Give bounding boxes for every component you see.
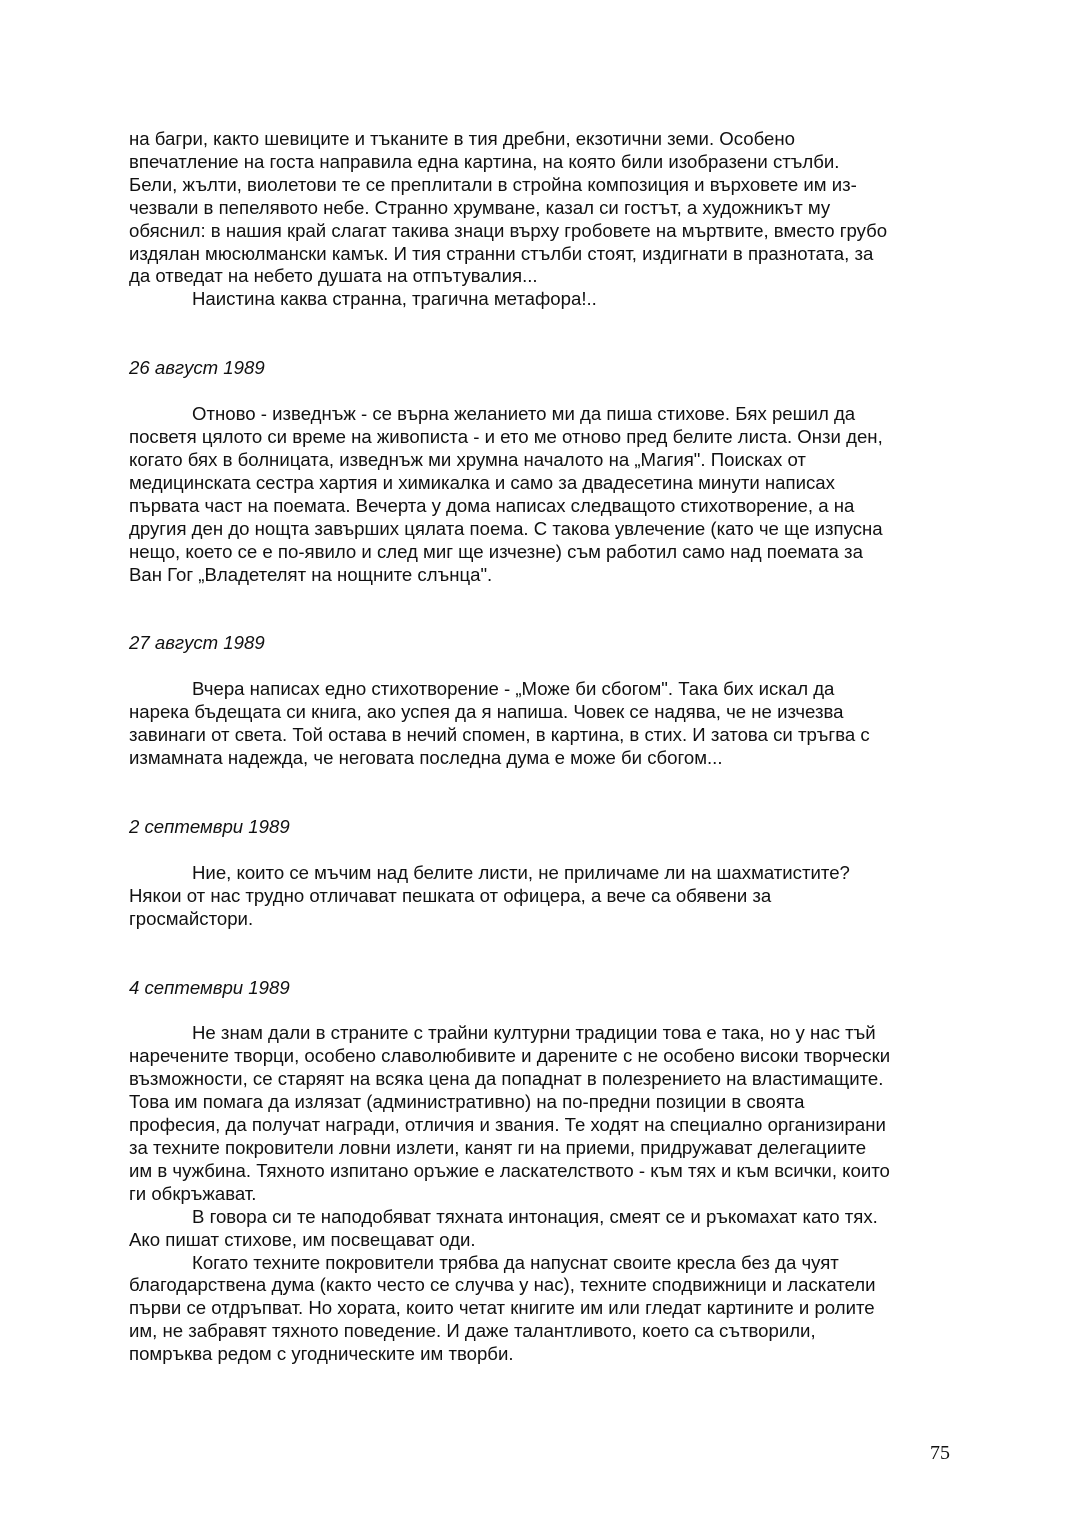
page-number: 75 xyxy=(930,1442,950,1464)
body-line: Когато техните покровители трябва да напуснат своите кресла без да чуят xyxy=(192,1251,839,1273)
body-line: Отново - изведнъж - се върна желанието ми да пиша стихове. Бях решил да xyxy=(192,403,856,425)
body-line: на багри, както шевиците и тъканите в тия дребни, екзотични земи. Особено xyxy=(129,128,795,149)
body-line: когато бях в болницата, изведнъж ми хрумна началото на „Магия". Поисках от xyxy=(129,448,806,470)
body-line: професия, да получат награди, отличия и звания. Те ходят на специално организирани xyxy=(129,1114,886,1136)
body-line: нарека бъдещата си книга, ако успея да я напиша. Човек се надява, че не изчезва xyxy=(129,701,844,723)
entry-date: 27 август 1989 xyxy=(129,632,265,654)
body-line: Вчера написах едно стихотворение - „Може би сбогом". Така бих искал да xyxy=(192,678,835,700)
body-line: първата част на поемата. Вечерта у дома написах следващото стихотворение, а на xyxy=(129,494,855,516)
body-line: Ако пишат стихове, им посвещават оди. xyxy=(129,1228,476,1250)
entry-date: 4 септември 1989 xyxy=(129,976,290,998)
body-line: измамната надежда, че неговата последна дума е може би сбогом... xyxy=(129,747,723,769)
body-line: помръква редом с угодническите им творби. xyxy=(129,1343,514,1365)
body-line: Бели, жълти, виолетови те се преплитали в стройна композиция и върховете им из- xyxy=(129,173,857,195)
entry-date: 26 август 1989 xyxy=(129,357,265,379)
body-line: Това им помага да излязат (административно) на по-предни позиции в своята xyxy=(129,1091,805,1113)
body-line: за техните покровители ловни излети, канят ги на приеми, придружават делегациите xyxy=(129,1137,867,1158)
body-line: чезвали в пепелявото небе. Странно хрумване, казал си гостът, а художникът му xyxy=(129,196,831,218)
body-line: В говора си те наподобяват тяхната интонация, смеят се и ръкомахат като тях. xyxy=(192,1205,878,1227)
body-line: посветя цялото си време на живописта - и ето ме отново пред белите листа. Онзи ден, xyxy=(129,426,883,448)
body-line: наречените творци, особено славолюбивите и дарените с не особено високи творчески xyxy=(129,1045,891,1067)
body-line: нещо, което се е по-явило и след миг ще изчезне) съм работил само над поемата за xyxy=(129,540,863,562)
entry-date: 2 септември 1989 xyxy=(129,815,290,837)
body-line: първи се отдръпват. Но хората, които четат книгите им или гледат картините и ролите xyxy=(129,1297,875,1319)
body-line: Наистина каква странна, трагична метафора!.. xyxy=(192,288,597,310)
body-line: ги обкръжават. xyxy=(129,1182,257,1204)
body-line: завинаги от света. Той остава в нечий спомен, в картина, в стих. И затова си тръгва с xyxy=(129,724,870,746)
body-line: другия ден до нощта завърших цялата поема. С такова увлечение (като че ще изпусна xyxy=(129,517,883,539)
body-line: да отведат на небето душата на отпътувалия... xyxy=(129,265,538,287)
body-line: Не знам дали в страните с трайни културни традиции това е така, но у нас тъй xyxy=(192,1022,876,1044)
body-line: им, не забравят тяхното поведение. И даже талантливото, което са сътворили, xyxy=(129,1320,816,1342)
body-line: обяснил: в нашия край слагат такива знаци върху гробовете на мъртвите, вместо грубо xyxy=(129,219,888,241)
body-line: издялан мюсюлмански камък. И тия странни стълби стоят, издигнати в празнотата, за xyxy=(129,242,874,264)
body-line: благодарствена дума (както често се случва у нас), техните сподвижници и ласкатели xyxy=(129,1274,876,1296)
body-line: Някои от нас трудно отличават пешката от офицера, а вече са обявени за xyxy=(129,884,772,906)
body-line: Ние, които се мъчим над белите листи, не приличаме ли на шахматистите? xyxy=(192,861,850,883)
body-line: Ван Гог „Владетелят на нощните слънца". xyxy=(129,563,493,585)
body-line: гросмайстори. xyxy=(129,907,254,929)
body-line: медицинската сестра хартия и химикалка и само за двадесетина минути написах xyxy=(129,471,835,493)
body-line: възможности, се старяят на всяка цена да попаднат в полезрението на властимащите. xyxy=(129,1068,884,1090)
body-line: им в чужбина. Тяхното изпитано оръжие е ласкателството - към тях и към всички, които xyxy=(129,1159,890,1181)
body-line: впечатление на госта направила една картина, на която били изобразени стълби. xyxy=(129,150,840,172)
body-text xyxy=(129,128,957,1366)
